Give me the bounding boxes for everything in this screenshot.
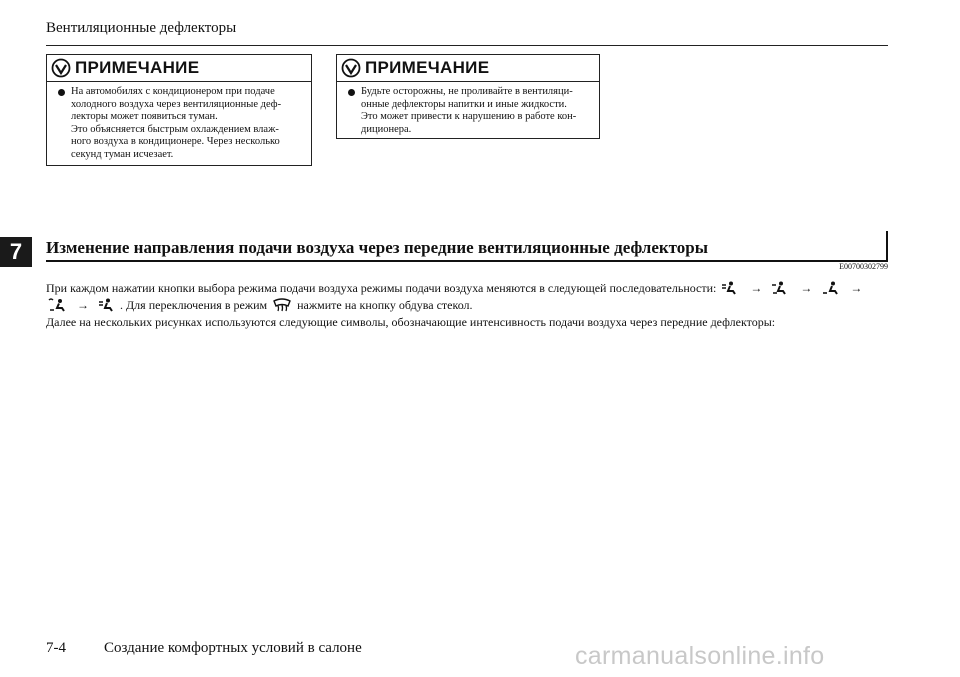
note-line: На автомобилях с кондиционером при подаче [71, 86, 275, 97]
note-line: ного воздуха в кондиционере. Через несколько [71, 136, 280, 147]
footer-chapter-title: Создание комфортных условий в салоне [104, 640, 362, 656]
paragraph-line-2 [46, 298, 473, 313]
note-heading-1 [47, 55, 311, 81]
note-heading-2 [337, 55, 599, 81]
paragraph-line-3: Далее на нескольких рисунках используются следующие символы, обозначающие интенсивность подачи воздуха через передние дефлекторы: [46, 315, 776, 329]
foot-vent-icon [821, 281, 841, 295]
note-body-2 [337, 81, 599, 136]
section-rule [46, 260, 888, 262]
sequence-arrow: → [77, 298, 89, 312]
note-box-1 [46, 54, 312, 166]
note-line: холодного воздуха через вентиляционные деф- [71, 98, 282, 110]
foot-defrost-icon [48, 298, 68, 312]
bilevel-vent-icon [771, 281, 791, 295]
sequence-arrow: → [850, 281, 863, 295]
paragraph-line-1 [46, 281, 866, 296]
note-line: Будьте осторожны, не проливайте в вентиляци- [361, 86, 573, 97]
face-vent-icon [721, 281, 741, 295]
note-line: Это может привести к нарушению в работе кон- [361, 111, 577, 122]
header-rule [46, 45, 888, 46]
windshield-defrost-icon [272, 298, 292, 312]
face-vent-icon [98, 298, 118, 312]
note-body-1 [47, 81, 311, 161]
note-line: диционера. [361, 123, 412, 135]
bullet-icon [348, 89, 355, 96]
note-heading-text: ПРИМЕЧАНИЕ [365, 58, 490, 77]
caution-circle-icon [341, 58, 361, 78]
caution-circle-icon [51, 58, 71, 78]
note-box-2 [336, 54, 600, 139]
note-line: секунд туман исчезает. [71, 148, 174, 160]
paragraph-text: При каждом нажатии кнопки выбора режима подачи воздуха режимы подачи воздуха меняются в следующей последовательности: [46, 281, 717, 295]
running-header: Вентиляционные дефлекторы [46, 20, 237, 36]
section-rule-right [886, 231, 888, 261]
note-line: Это объясняется быстрым охлаждением влаж- [71, 123, 279, 135]
sequence-arrow: → [750, 281, 763, 295]
bullet-icon [58, 89, 65, 96]
note-heading-text: ПРИМЕЧАНИЕ [75, 58, 200, 77]
paragraph-text: . Для переключения в режим [120, 298, 268, 312]
page-number: 7-4 [46, 640, 66, 656]
document-code: E00700302799 [839, 262, 888, 271]
chapter-tab: 7 [0, 237, 32, 267]
sequence-arrow: → [800, 281, 813, 295]
watermark: carmanualsonline.info [575, 642, 825, 670]
paragraph-text: нажмите на кнопку обдува стекол. [297, 298, 473, 312]
section-title: Изменение направления подачи воздуха через передние вентиляционные дефлекторы [46, 238, 709, 257]
note-line: онные дефлекторы напитки и иные жидкости. [361, 98, 567, 110]
note-line: лекторы может появиться туман. [71, 111, 218, 122]
